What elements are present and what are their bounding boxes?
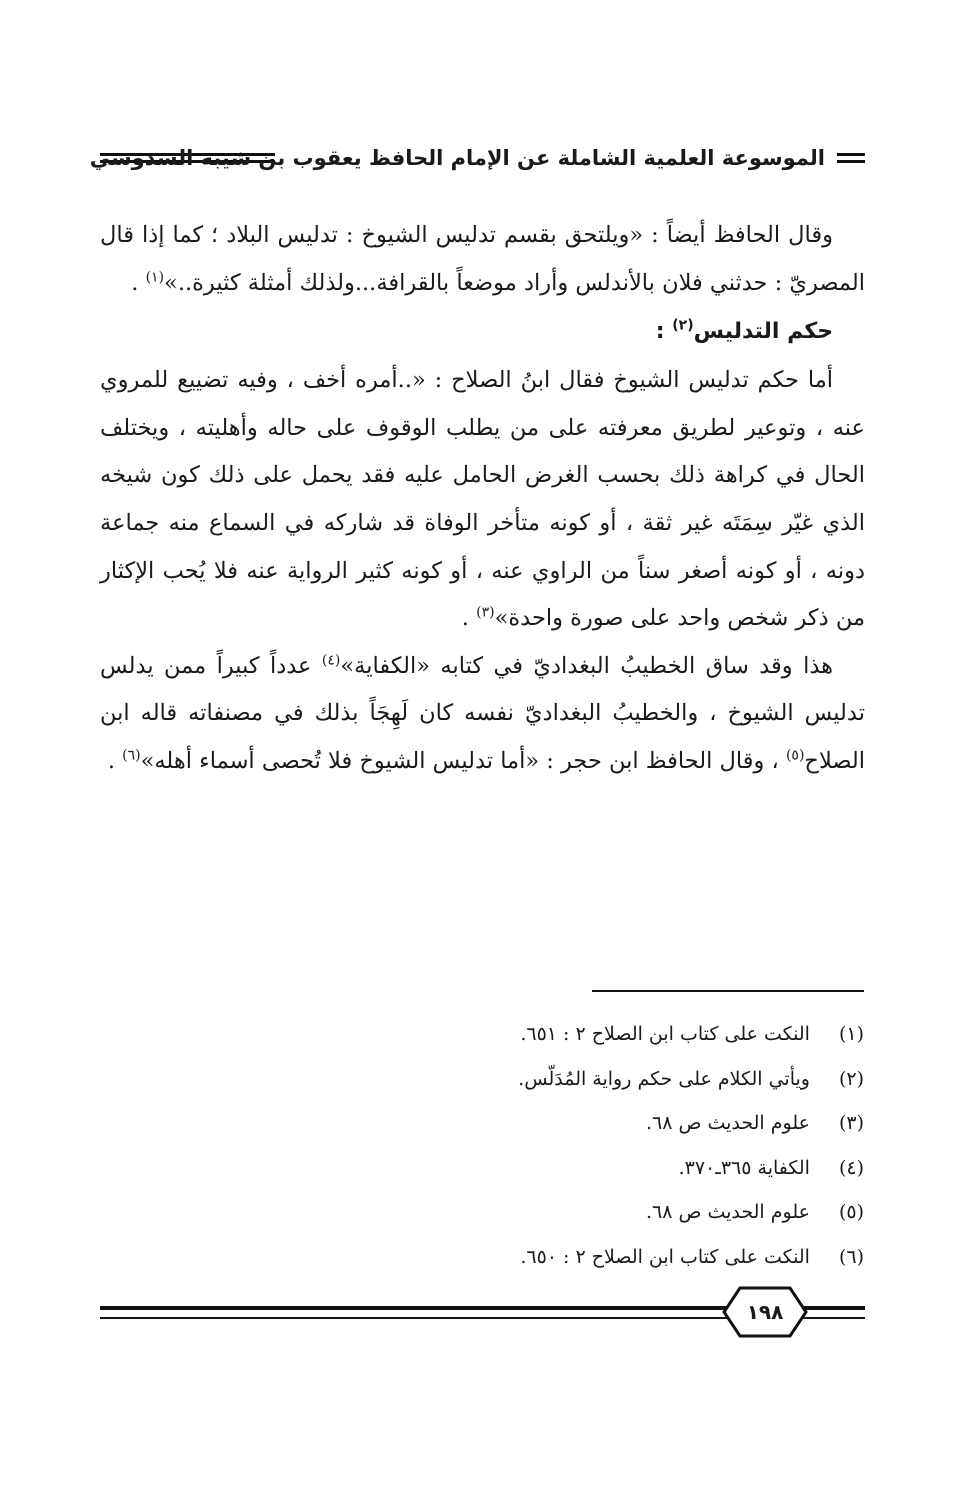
footnote-item (304, 1146, 864, 1191)
paragraph-2-text: أما حكم تدليس الشيوخ فقال ابنُ الصلاح : «..أمره أخف ، وفيه تضييع للمروي عنه ، وتوعير لطريق معرفته على من يطلب الوقوف على حاله وأهليته ، ويختلف الحال في كراهة ذلك بحسب الغرض الحامل عليه فقد يحمل على ذلك كون شيخه الذي غيّر سِمَتَه غير ثقة ، أو كونه متأخر الوفاة قد شاركه في السماع منه جماعة دونه ، أو كونه أصغر سناً من الراوي عنه ، أو كونه كثير الرواية عنه فلا يُحب الإكثار من ذكر شخص واحد على صورة واحدة» (100, 367, 865, 632)
footnote-number: (١) (838, 1023, 864, 1045)
footnote-item (304, 1101, 864, 1146)
footnote-text: ويأتي الكلام على حكم رواية المُدَلّس. (518, 1067, 810, 1090)
footnote-text: علوم الحديث ص ٦٨. (645, 1201, 810, 1224)
footnote-separator (592, 990, 864, 992)
paragraph-3-text-c: ، وقال الحافظ ابن حجر : «أما تدليس الشيوخ فلا تُحصى أسماء أهله» (140, 747, 779, 774)
footnote-item (304, 1190, 864, 1235)
footnote-number: (٤) (838, 1156, 864, 1179)
footnote-ref-5: (٥) (785, 747, 805, 764)
footnote-number: (٢) (838, 1067, 864, 1090)
footnote-text: النكت على كتاب ابن الصلاح ٢ : ٦٥٠. (520, 1245, 810, 1268)
body-text (100, 212, 865, 786)
footnote-item (304, 1012, 864, 1057)
footnote-item (304, 1057, 864, 1102)
footnote-ref-4: (٤) (321, 652, 341, 669)
footnote-ref-2: (٢) (672, 317, 694, 334)
footnote-text: علوم الحديث ص ٦٨. (645, 1112, 810, 1135)
footnote-item (304, 1235, 864, 1280)
paragraph-3-text-a: هذا وقد ساق الخطيبُ البغداديّ في كتابه «الكفاية» (340, 652, 833, 679)
section-heading-text: حكم التدليس (693, 319, 833, 345)
page-number: ١٩٨ (746, 1300, 784, 1324)
running-header (89, 140, 865, 176)
footnote-ref-3: (٣) (476, 604, 495, 621)
header-rule-right (837, 153, 865, 163)
footnotes (304, 1012, 864, 1280)
page-number-badge (722, 1286, 808, 1338)
paragraph-3: هذا وقد ساق الخطيبُ البغداديّ في كتابه «الكفاية»$^{(٤)}$ عدداً كبيراً ممن يدلس تدليس الشيوخ ، والخطيبُ البغداديّ نفسه كان لَهِجَاً بذلك في مصنفاته قاله ابن الصلاح$^{(٥)}$ ، وقال الحافظ ابن حجر : «أما تدليس الشيوخ فلا تُحصى أسماء أهله»$^{(٦)}$ . (100, 652, 865, 774)
paragraph-1: وقال الحافظ أيضاً : «ويلتحق بقسم تدليس الشيوخ : تدليس البلاد ؛ كما إذا قال المصريّ : حدثني فلان بالأندلس وأراد موضعاً بالقرافة...ولذلك أمثلة كثيرة..»$^{(١)}$ . (100, 222, 865, 296)
header-title: الموسوعة العلمية الشاملة عن الإمام الحافظ يعقوب بن شيبة السدوسي (89, 146, 825, 170)
paragraph-3-text-b: عدداً كبيراً ممن يدلس تدليس الشيوخ ، والخطيبُ البغداديّ نفسه كان لَهِجَاً بذلك في مصنفاته قاله ابن الصلاح (100, 652, 865, 774)
footnote-text: الكفاية ٣٦٥ـ٣٧٠. (678, 1156, 810, 1179)
footnote-ref-1: (١) (145, 269, 165, 286)
footnote-number: (٥) (838, 1201, 864, 1224)
footnote-number: (٦) (838, 1245, 864, 1268)
paragraph-2: أما حكم تدليس الشيوخ فقال ابنُ الصلاح : «..أمره أخف ، وفيه تضييع للمروي عنه ، وتوعير لطريق معرفته على من يطلب الوقوف على حاله وأهليته ، ويختلف الحال في كراهة ذلك بحسب الغرض الحامل عليه فقد يحمل على ذلك كون شيخه الذي غيّر سِمَتَه غير ثقة ، أو كونه متأخر الوفاة قد شاركه في السماع منه جماعة دونه ، أو كونه أصغر سناً من الراوي عنه ، أو كونه كثير الرواية عنه فلا يُحب الإكثار من ذكر شخص واحد على صورة واحدة»$^{(٣)}$ . (100, 367, 865, 632)
section-heading-colon: : (655, 319, 665, 345)
section-heading (100, 307, 865, 357)
footnote-text: النكت على كتاب ابن الصلاح ٢ : ٦٥١. (520, 1023, 810, 1045)
footnote-ref-6: (٦) (122, 747, 141, 764)
footnote-number: (٣) (838, 1112, 864, 1135)
paragraph-1-text: وقال الحافظ أيضاً : «ويلتحق بقسم تدليس الشيوخ : تدليس البلاد ؛ كما إذا قال المصريّ : حدثني فلان بالأندلس وأراد موضعاً بالقرافة...ولذلك أمثلة كثيرة..» (100, 222, 865, 296)
